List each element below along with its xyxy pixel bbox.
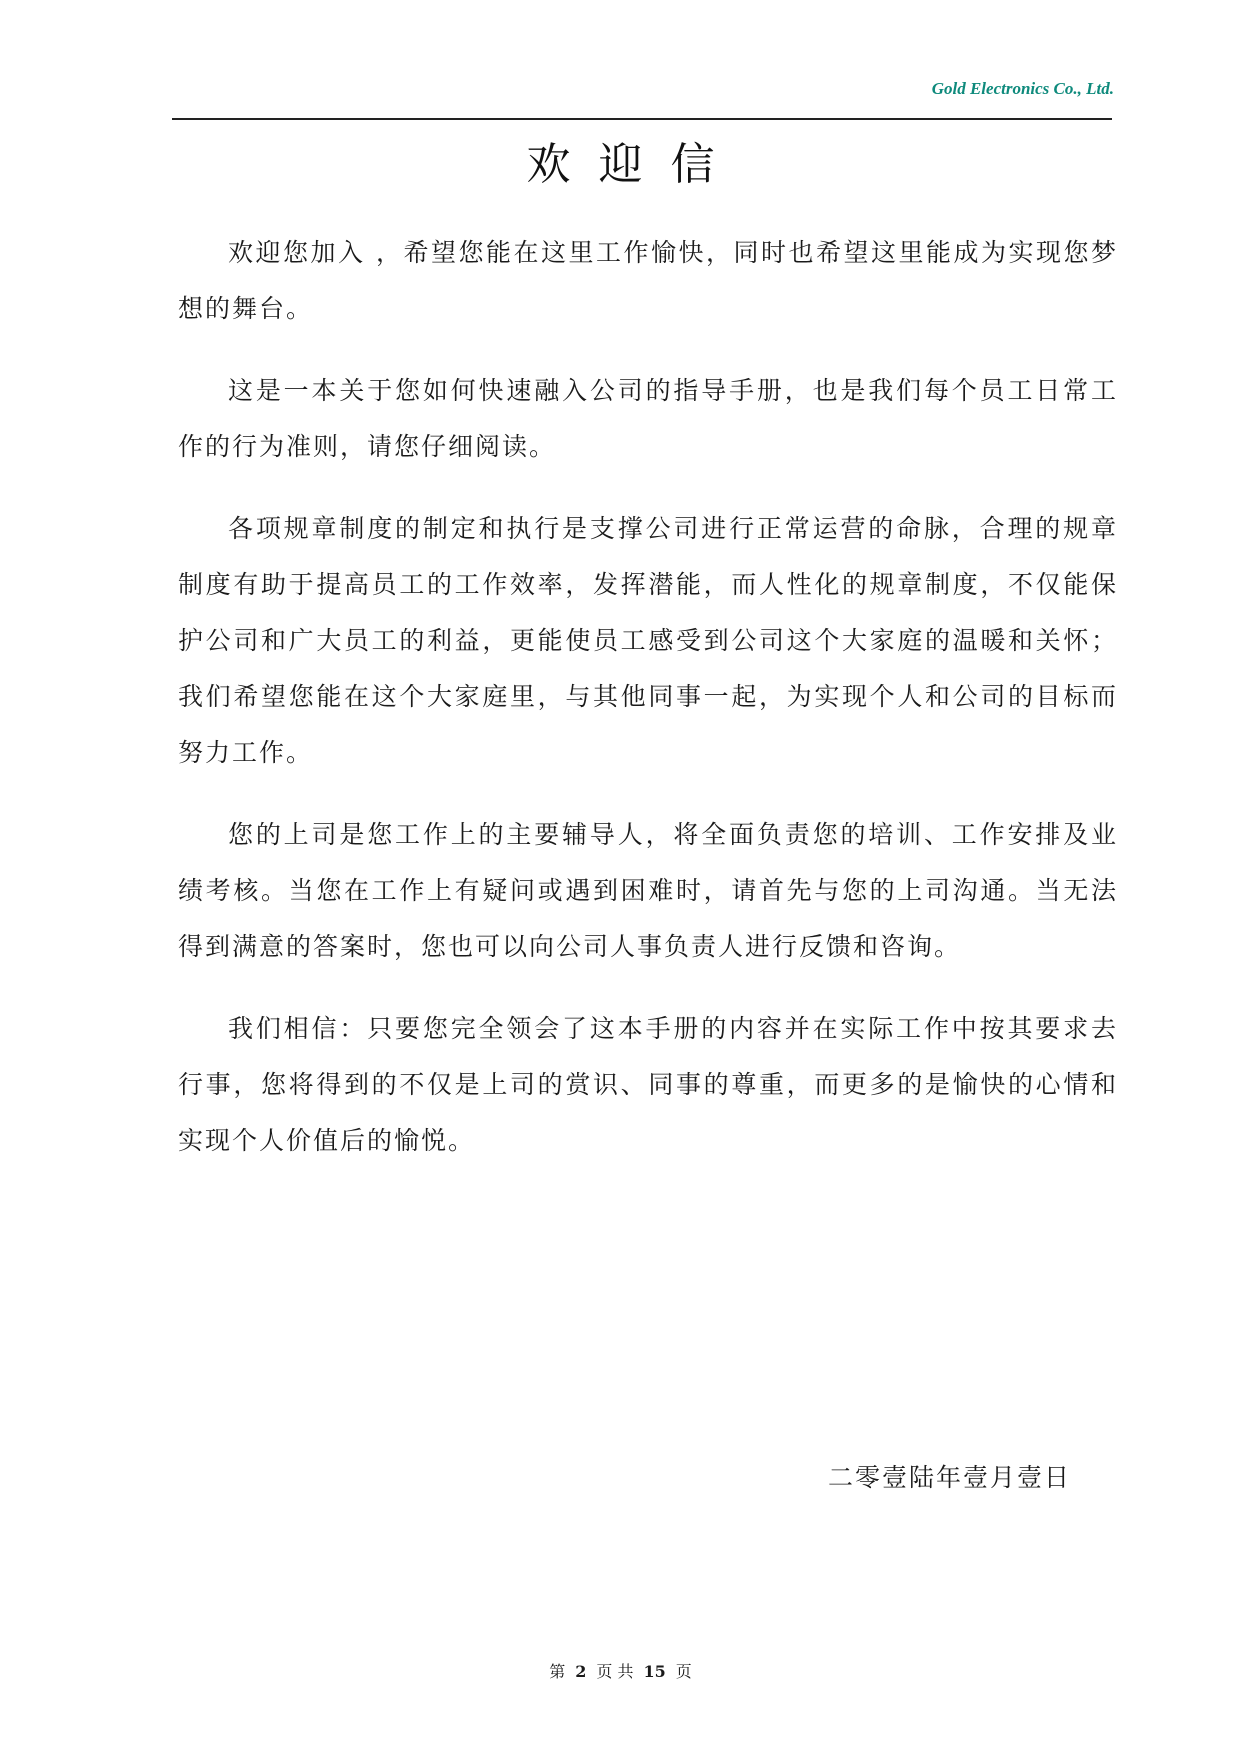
paragraph: 我们相信：只要您完全领会了这本手册的内容并在实际工作中按其要求去行事，您将得到的不仅是上司的赏识、同事的尊重，而更多的是愉快的心情和实现个人价值后的愉悦。	[178, 1014, 1118, 1155]
company-name: Gold Electronics Co., Ltd.	[931, 79, 1114, 98]
footer-total-pages: 15	[643, 1662, 666, 1681]
footer-suffix: 页	[675, 1662, 692, 1681]
letter-date: 二零壹陆年壹月壹日	[828, 1463, 1072, 1492]
paragraph: 这是一本关于您如何快速融入公司的指导手册，也是我们每个员工日常工作的行为准则，请您仔细阅读。	[178, 376, 1118, 461]
header-rule	[172, 118, 1112, 120]
footer-mid: 页 共	[596, 1662, 634, 1681]
footer-prefix: 第	[549, 1662, 566, 1681]
paragraph: 欢迎您加入 ，希望您能在这里工作愉快，同时也希望这里能成为实现您梦想的舞台。	[178, 238, 1118, 323]
page-number-footer	[0, 1659, 1241, 1682]
paragraph: 您的上司是您工作上的主要辅导人，将全面负责您的培训、工作安排及业绩考核。当您在工作上有疑问或遇到困难时，请首先与您的上司沟通。当无法得到满意的答案时，您也可以向公司人事负责人进行反馈和咨询。	[178, 820, 1118, 961]
footer-page-number: 2	[575, 1662, 587, 1681]
page-title: 欢迎信	[526, 139, 743, 190]
letter-body	[178, 225, 1118, 1195]
paragraph: 各项规章制度的制定和执行是支撑公司进行正常运营的命脉，合理的规章制度有助于提高员工的工作效率，发挥潜能，而人性化的规章制度，不仅能保护公司和广大员工的利益，更能使员工感受到公司这个大家庭的温暖和关怀；我们希望您能在这个大家庭里，与其他同事一起，为实现个人和公司的目标而努力工作。	[178, 514, 1118, 767]
